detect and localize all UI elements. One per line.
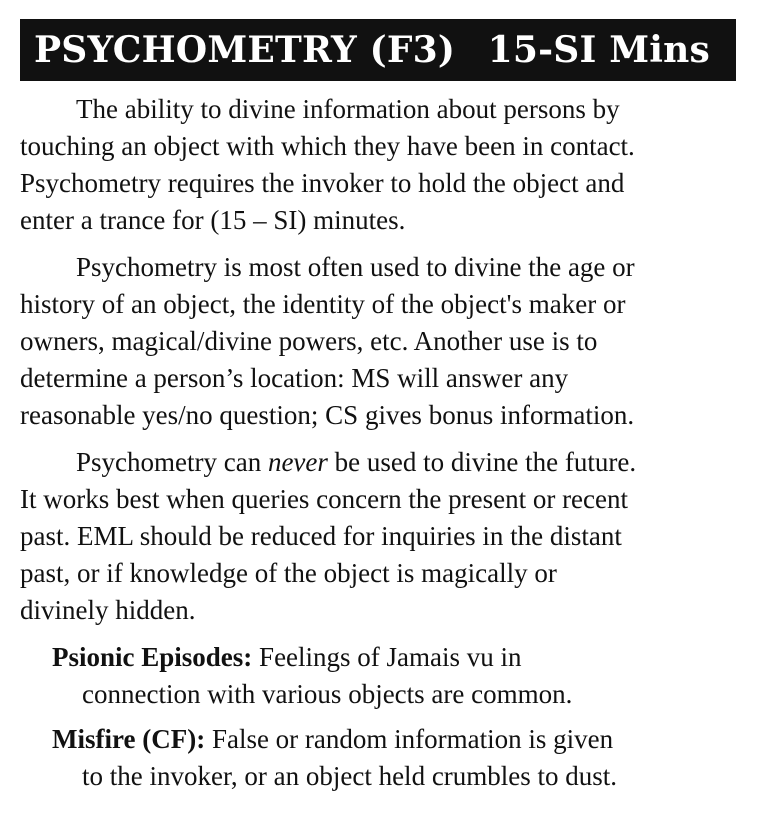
paragraph-1 [20, 91, 736, 239]
text-line: touching an object with which they have been in contact. [20, 131, 635, 161]
entry-label: Misfire (CF): [52, 724, 206, 754]
text-line [20, 444, 736, 481]
text-line: Psychometry is most often used to divine the age or [76, 252, 635, 282]
text-line: past. EML should be reduced for inquiries in the distant [20, 521, 622, 551]
text-line: past, or if knowledge of the object is magically or [20, 558, 557, 588]
text-fragment: Psychometry can [76, 447, 268, 477]
text-line: owners, magical/divine powers, etc. Another use is to [20, 326, 598, 356]
entry-label: Psionic Episodes: [52, 642, 253, 672]
text-line: enter a trance for (15 – SI) minutes. [20, 205, 406, 235]
title-bar [20, 19, 736, 81]
paragraph-2 [20, 249, 736, 434]
entry-text: Feelings of Jamais vu in [252, 642, 522, 672]
spell-card [20, 19, 736, 803]
text-fragment: be used to divine the future. [327, 447, 637, 477]
text-line: divinely hidden. [20, 595, 196, 625]
text-line: The ability to divine information about persons by [76, 94, 620, 124]
spell-title: PSYCHOMETRY (F3) [34, 29, 456, 71]
text-line: reasonable yes/no question; CS gives bonus information. [20, 400, 635, 430]
paragraph-3 [20, 444, 736, 629]
text-line: It works best when queries concern the present or recent [20, 484, 629, 514]
text-line: determine a person’s location: MS will answer any [20, 363, 569, 393]
emphasis-never: never [267, 447, 328, 477]
entry-line [52, 721, 736, 758]
psionic-episodes-entry [52, 639, 736, 713]
entry-line: to the invoker, or an object held crumbles to dust. [82, 761, 618, 791]
text-line: history of an object, the identity of the object's maker or [20, 289, 626, 319]
casting-time: 15-SI Mins [487, 29, 710, 71]
misfire-entry [52, 721, 736, 795]
entry-line [52, 639, 736, 676]
entry-line: connection with various objects are common. [82, 679, 573, 709]
description [20, 91, 736, 629]
text-line: Psychometry requires the invoker to hold the object and [20, 168, 625, 198]
entry-text: False or random information is given [205, 724, 614, 754]
